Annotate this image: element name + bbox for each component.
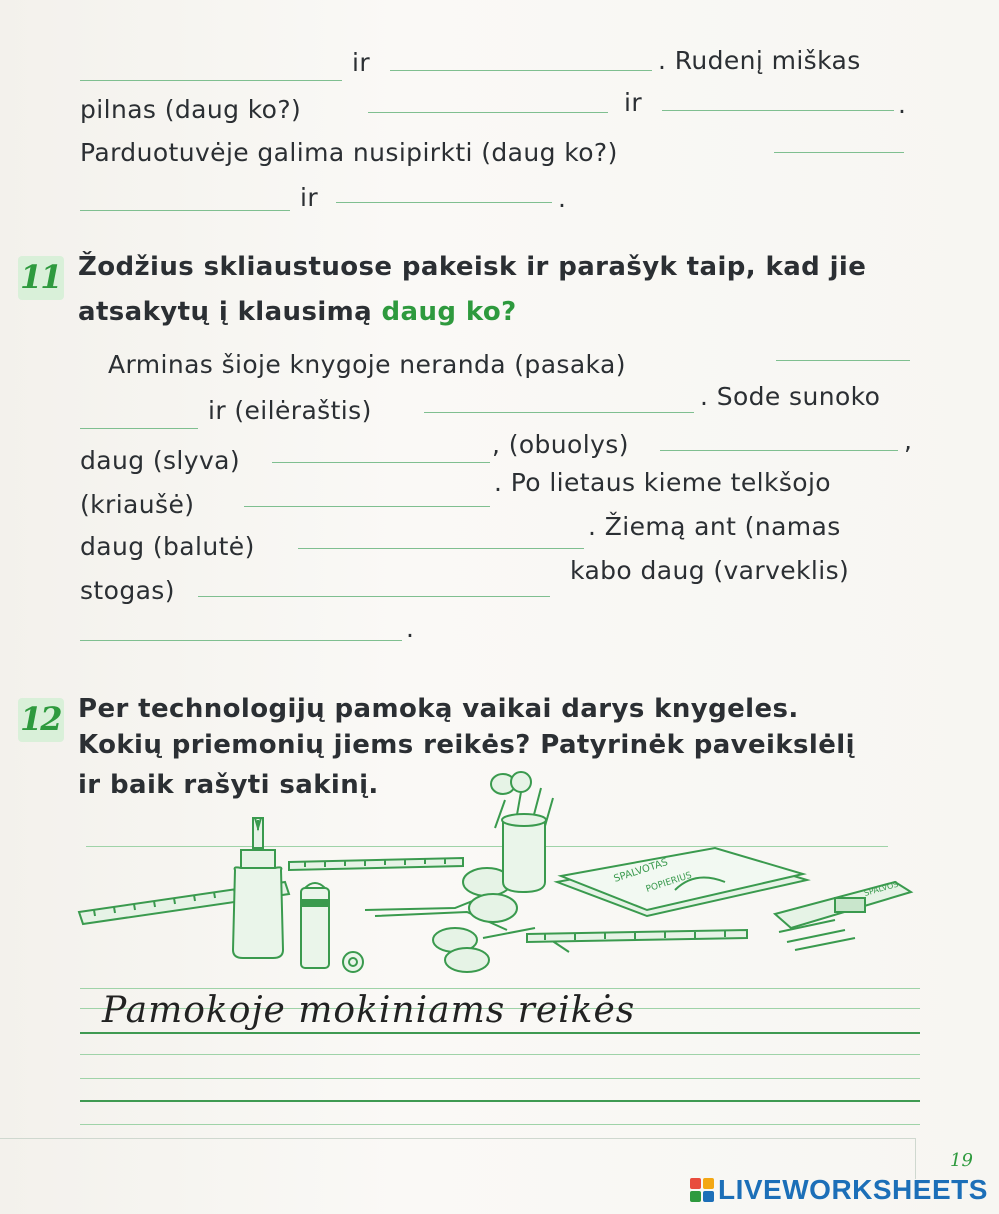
crayons-box-icon xyxy=(775,880,911,950)
text-dot: . xyxy=(558,184,567,213)
answer-blank[interactable] xyxy=(336,202,552,203)
text-ir: ir xyxy=(300,183,319,212)
glue-bottle-icon xyxy=(233,818,283,958)
writing-line[interactable] xyxy=(80,1100,920,1102)
answer-blank[interactable] xyxy=(80,210,290,211)
exercise-text: Arminas šioje knygoje neranda (pasaka) xyxy=(108,350,626,379)
answer-blank[interactable] xyxy=(298,548,584,549)
writing-line[interactable] xyxy=(80,1124,920,1125)
svg-text:SPALVOS: SPALVOS xyxy=(863,879,900,898)
svg-text:POPIERIUS: POPIERIUS xyxy=(644,870,694,895)
exercise-text: , (obuolys) xyxy=(492,430,629,459)
liveworksheets-logo-icon xyxy=(690,1178,714,1202)
exercise-text: kabo daug (varveklis) xyxy=(570,556,850,585)
brand-name: LIVEWORKSHEETS xyxy=(718,1174,988,1205)
exercise-instruction: Žodžius skliaustuose pakeisk ir parašyk taip, kad jie xyxy=(78,252,867,282)
writing-line[interactable] xyxy=(80,1054,920,1055)
text-dot: . xyxy=(406,614,415,643)
ruler-icon xyxy=(289,858,463,870)
exercise-number: 11 xyxy=(20,258,61,296)
answer-blank[interactable] xyxy=(198,596,550,597)
answer-blank[interactable] xyxy=(776,360,910,361)
writing-line[interactable] xyxy=(80,1032,920,1034)
liveworksheets-brand[interactable] xyxy=(690,1172,988,1208)
handwritten-sentence-start: Pamokoje mokiniams reikės xyxy=(102,990,636,1031)
ruler-icon xyxy=(527,930,747,942)
highlight-question: daug ko? xyxy=(381,297,517,327)
exercise-number-badge xyxy=(18,698,64,742)
answer-blank[interactable] xyxy=(244,506,490,507)
answer-blank[interactable] xyxy=(774,152,904,153)
exercise-text: stogas) xyxy=(80,576,175,605)
answer-blank[interactable] xyxy=(80,640,402,641)
exercise-number-badge xyxy=(18,256,64,300)
page-number: 19 xyxy=(950,1150,973,1171)
exercise-text: daug (balutė) xyxy=(80,532,255,561)
text-ir: ir xyxy=(352,48,371,77)
exercise-text: . Po lietaus kieme telkšojo xyxy=(494,468,831,497)
exercise-instruction: atsakytų į klausimą daug ko? xyxy=(78,297,517,327)
exercise-text: ir (eilėraštis) xyxy=(208,396,372,425)
text-pilnas: pilnas (daug ko?) xyxy=(80,95,302,124)
answer-blank[interactable] xyxy=(660,450,898,451)
exercise-text: (kriaušė) xyxy=(80,490,195,519)
exercise-text: . Žiemą ant (namas xyxy=(588,512,841,541)
exercise-text: daug (slyva) xyxy=(80,446,241,475)
text-rudeni: . Rudenį miškas xyxy=(658,46,861,75)
exercise-instruction: ir baik rašyti sakinį. xyxy=(78,770,379,800)
svg-text:SPALVOTAS: SPALVOTAS xyxy=(612,857,670,885)
exercise-number: 12 xyxy=(20,700,61,738)
scissors-icon xyxy=(365,868,517,930)
answer-blank[interactable] xyxy=(424,412,694,413)
writing-line[interactable] xyxy=(80,1078,920,1079)
exercise-text: . Sode sunoko xyxy=(700,382,881,411)
answer-blank[interactable] xyxy=(662,110,894,111)
exercise-instruction: Per technologijų pamoką vaikai darys knygeles. xyxy=(78,694,799,724)
school-supplies-illustration xyxy=(75,770,925,980)
exercise-instruction: Kokių priemonių jiems reikės? Patyrinėk paveikslėlį xyxy=(78,730,855,760)
answer-blank[interactable] xyxy=(272,462,490,463)
answer-blank[interactable] xyxy=(368,112,608,113)
colored-paper-icon xyxy=(557,848,807,916)
answer-blank[interactable] xyxy=(80,428,198,429)
answer-blank[interactable] xyxy=(390,70,652,71)
text-dot: . xyxy=(898,90,907,119)
glue-stick-icon xyxy=(301,883,363,972)
exercise-text: , xyxy=(904,426,913,455)
writing-line[interactable] xyxy=(80,988,920,989)
text-parduotuveje: Parduotuvėje galima nusipirkti (daug ko?) xyxy=(80,138,618,167)
text-ir: ir xyxy=(624,88,643,117)
answer-blank[interactable] xyxy=(80,80,342,81)
